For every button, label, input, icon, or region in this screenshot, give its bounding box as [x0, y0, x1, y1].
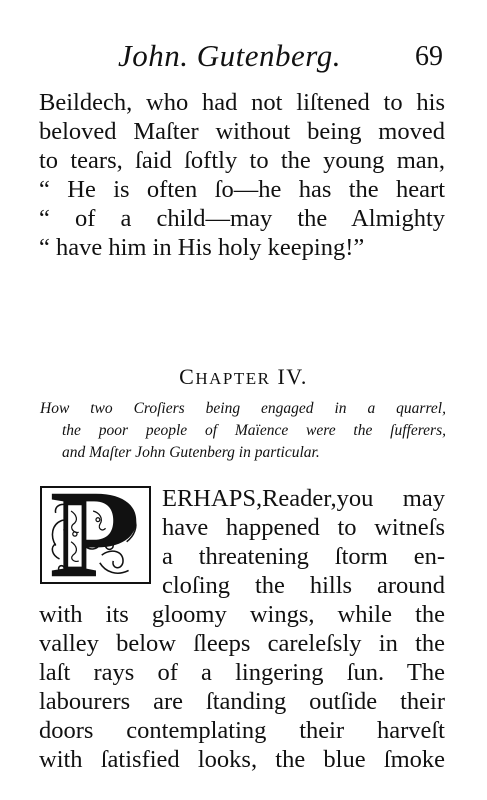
text-line: valley below ſleeps careleſsly in the	[39, 630, 445, 657]
running-head	[0, 38, 487, 78]
text-line: “ have him in His holy keeping!”	[39, 234, 365, 261]
text-line: labourers are ſtanding outſide their	[39, 688, 445, 715]
page-number: 69	[415, 41, 443, 72]
text-line: have happened to witneſs	[162, 514, 445, 541]
text-line: with ſatisfied looks, the blue ſmoke	[39, 746, 445, 773]
text-line: cloſing the hills around	[162, 572, 445, 599]
chapter-heading-word: HAPTER	[195, 369, 271, 388]
text-line: “ of a child—may the Almighty	[39, 205, 445, 232]
drop-cap	[40, 486, 151, 584]
running-head-title: John. Gutenberg.	[118, 38, 341, 73]
chapter-heading	[0, 364, 487, 390]
text-line: to tears, ſaid ſoftly to the young man,	[39, 147, 445, 174]
text-line: beloved Maſter without being moved	[39, 118, 445, 145]
text-line: with its gloomy wings, while the	[39, 601, 445, 628]
chapter-heading-initial: C	[179, 364, 196, 389]
ornamental-initial-p	[42, 488, 149, 582]
summary-line: How two Croſiers being engaged in a quarrel,	[40, 400, 446, 417]
text-line: ERHAPS,Reader,you may	[162, 485, 445, 512]
text-line: “ He is often ſo—he has the heart	[39, 176, 445, 203]
text-line: doors contemplating their harveſt	[39, 717, 445, 744]
text-line: Beildech, who had not liſtened to his	[39, 89, 445, 116]
text-line: a threatening ſtorm en-	[162, 543, 445, 570]
summary-line: and Maſter John Gutenberg in particular.	[62, 444, 320, 461]
text-line: laſt rays of a lingering ſun. The	[39, 659, 445, 686]
summary-line: the poor people of Maïence were the ſufferers,	[62, 422, 446, 439]
chapter-number: IV.	[277, 364, 308, 389]
